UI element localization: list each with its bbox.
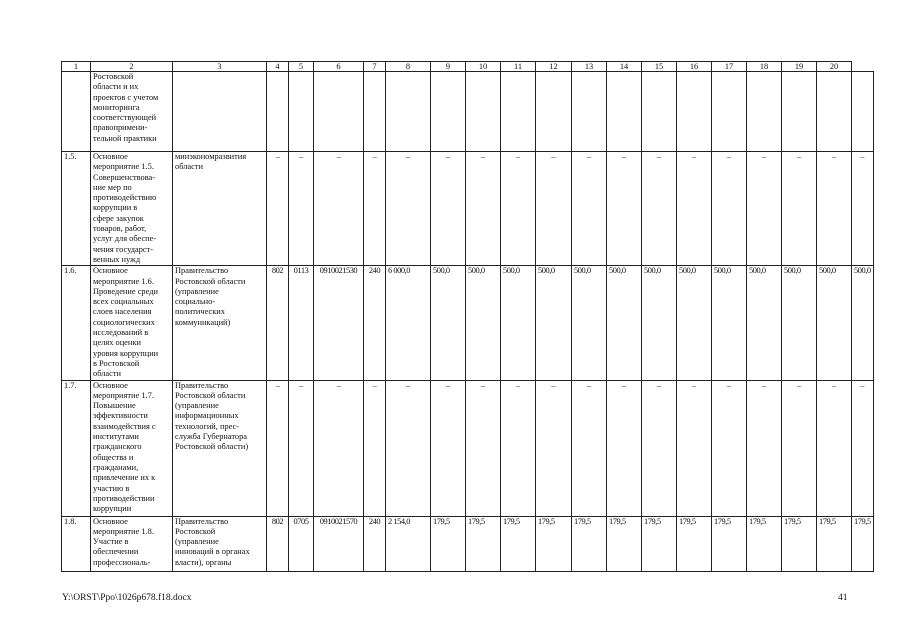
activity-name-cell: Основное мероприятие 1.5. Совершенствова- ние мер по противодействию коррупции в сфере закупок товаров, работ, услуг для обеспе- чения государст- венных нужд — [91, 152, 173, 266]
column-number-cell: 8 — [386, 62, 431, 72]
row-number-cell — [62, 72, 91, 152]
column-number-cell: 11 — [501, 62, 536, 72]
file-path: Y:\ORST\Ppo\1026p678.f18.docx — [62, 593, 192, 603]
amount-cell — [501, 72, 536, 152]
amount-cell: 500,0 — [466, 266, 501, 380]
amount-cell: – — [747, 380, 782, 516]
activity-name-cell: Основное мероприятие 1.6. Проведение среди всех социальных слоев населения социологических исследований в целях оценки уровня коррупции в Ростовской области — [91, 266, 173, 380]
amount-cell: – — [642, 152, 677, 266]
budget-code-cell: 240 — [364, 516, 386, 571]
table-row — [62, 380, 874, 516]
column-number-cell: 1 — [62, 62, 91, 72]
amount-cell: – — [712, 380, 747, 516]
amount-cell — [782, 72, 817, 152]
amount-cell — [712, 72, 747, 152]
amount-cell: 6 000,0 — [386, 266, 431, 380]
amount-cell: 500,0 — [677, 266, 712, 380]
column-number-cell: 2 — [91, 62, 173, 72]
amount-cell: 500,0 — [852, 266, 874, 380]
amount-cell — [431, 72, 466, 152]
budget-code-cell — [364, 72, 386, 152]
amount-cell: – — [386, 380, 431, 516]
amount-cell: – — [712, 152, 747, 266]
row-number-cell: 1.6. — [62, 266, 91, 380]
amount-cell — [572, 72, 607, 152]
amount-cell: – — [536, 380, 572, 516]
column-number-cell: 19 — [782, 62, 817, 72]
executor-cell: Правительство Ростовской области (управление информационных технологий, прес- служба Губернатора Ростовской области) — [173, 380, 267, 516]
budget-code-cell — [314, 72, 364, 152]
budget-code-cell: 0910021570 — [314, 516, 364, 571]
budget-code-cell: – — [289, 152, 314, 266]
amount-cell: – — [466, 152, 501, 266]
budget-code-cell: – — [267, 152, 289, 266]
column-number-cell: 6 — [314, 62, 364, 72]
amount-cell — [466, 72, 501, 152]
amount-cell: 179,5 — [782, 516, 817, 571]
amount-cell: – — [852, 152, 874, 266]
column-number-cell: 20 — [817, 62, 852, 72]
amount-cell: – — [782, 152, 817, 266]
amount-cell: – — [747, 152, 782, 266]
column-number-row — [62, 62, 874, 72]
amount-cell: 179,5 — [817, 516, 852, 571]
table-row — [62, 72, 874, 152]
amount-cell: 500,0 — [572, 266, 607, 380]
column-number-cell: 4 — [267, 62, 289, 72]
amount-cell: – — [536, 152, 572, 266]
page-number: 41 — [838, 593, 848, 603]
activity-name-cell: Ростовской области и их проектов с учетом мониторинга соответствующей правопримени- тельной практики — [91, 72, 173, 152]
table-row — [62, 152, 874, 266]
amount-cell: – — [677, 152, 712, 266]
amount-cell: 500,0 — [782, 266, 817, 380]
amount-cell: 179,5 — [852, 516, 874, 571]
column-number-cell: 14 — [607, 62, 642, 72]
amount-cell: 500,0 — [607, 266, 642, 380]
amount-cell — [747, 72, 782, 152]
amount-cell: – — [431, 380, 466, 516]
amount-cell: – — [501, 380, 536, 516]
budget-code-cell: – — [289, 380, 314, 516]
amount-cell: – — [572, 380, 607, 516]
amount-cell: 500,0 — [431, 266, 466, 380]
amount-cell: 179,5 — [536, 516, 572, 571]
budget-code-cell: – — [364, 152, 386, 266]
table-row — [62, 266, 874, 380]
activity-name-cell: Основное мероприятие 1.7. Повышение эффективности взаимодействия с институтами гражданского общества и гражданами, привлечение их к участию в противодействии коррупции — [91, 380, 173, 516]
column-number-cell: 15 — [642, 62, 677, 72]
amount-cell: 500,0 — [536, 266, 572, 380]
amount-cell: – — [782, 380, 817, 516]
amount-cell: 179,5 — [431, 516, 466, 571]
amount-cell: – — [852, 380, 874, 516]
amount-cell: 179,5 — [747, 516, 782, 571]
column-number-cell: 7 — [364, 62, 386, 72]
budget-code-cell: – — [364, 380, 386, 516]
column-number-cell: 9 — [431, 62, 466, 72]
budget-code-cell: – — [267, 380, 289, 516]
executor-cell: Правительство Ростовской области (управление социально- политических коммуникаций) — [173, 266, 267, 380]
amount-cell: – — [466, 380, 501, 516]
budget-code-cell: 802 — [267, 266, 289, 380]
amount-cell: – — [817, 380, 852, 516]
amount-cell — [386, 72, 431, 152]
column-number-cell: 12 — [536, 62, 572, 72]
row-number-cell: 1.7. — [62, 380, 91, 516]
amount-cell — [817, 72, 852, 152]
amount-cell: – — [386, 152, 431, 266]
amount-cell: 179,5 — [642, 516, 677, 571]
column-number-cell: 3 — [173, 62, 267, 72]
amount-cell: 500,0 — [817, 266, 852, 380]
budget-code-cell: – — [314, 152, 364, 266]
table-row — [62, 516, 874, 571]
column-number-cell: 18 — [747, 62, 782, 72]
amount-cell — [852, 72, 874, 152]
budget-code-cell: 0113 — [289, 266, 314, 380]
amount-cell: – — [607, 152, 642, 266]
executor-cell: минэкономразвития области — [173, 152, 267, 266]
amount-cell: 2 154,0 — [386, 516, 431, 571]
amount-cell: – — [817, 152, 852, 266]
amount-cell: 179,5 — [501, 516, 536, 571]
amount-cell: 179,5 — [572, 516, 607, 571]
budget-code-cell: 0705 — [289, 516, 314, 571]
amount-cell — [536, 72, 572, 152]
amount-cell: 179,5 — [466, 516, 501, 571]
amount-cell: – — [501, 152, 536, 266]
budget-code-cell: 240 — [364, 266, 386, 380]
amount-cell: – — [431, 152, 466, 266]
column-number-cell: 10 — [466, 62, 501, 72]
budget-code-cell: 0910021530 — [314, 266, 364, 380]
budget-code-cell — [267, 72, 289, 152]
column-number-cell: 16 — [677, 62, 712, 72]
column-number-cell: 13 — [572, 62, 607, 72]
column-number-cell: 5 — [289, 62, 314, 72]
activity-name-cell: Основное мероприятие 1.8. Участие в обеспечении профессиональ- — [91, 516, 173, 571]
amount-cell: – — [607, 380, 642, 516]
budget-code-cell: 802 — [267, 516, 289, 571]
column-number-cell: 17 — [712, 62, 747, 72]
amount-cell: 179,5 — [677, 516, 712, 571]
amount-cell: 500,0 — [747, 266, 782, 380]
amount-cell — [677, 72, 712, 152]
executor-cell — [173, 72, 267, 152]
amount-cell: – — [677, 380, 712, 516]
amount-cell: 179,5 — [607, 516, 642, 571]
amount-cell: 179,5 — [712, 516, 747, 571]
row-number-cell: 1.8. — [62, 516, 91, 571]
budget-code-cell: – — [314, 380, 364, 516]
amount-cell: – — [642, 380, 677, 516]
program-table — [61, 61, 874, 572]
amount-cell — [642, 72, 677, 152]
amount-cell — [607, 72, 642, 152]
amount-cell: – — [572, 152, 607, 266]
executor-cell: Правительство Ростовской (управление инноваций в органах власти), органы — [173, 516, 267, 571]
budget-code-cell — [289, 72, 314, 152]
row-number-cell: 1.5. — [62, 152, 91, 266]
amount-cell: 500,0 — [501, 266, 536, 380]
amount-cell: 500,0 — [712, 266, 747, 380]
amount-cell: 500,0 — [642, 266, 677, 380]
